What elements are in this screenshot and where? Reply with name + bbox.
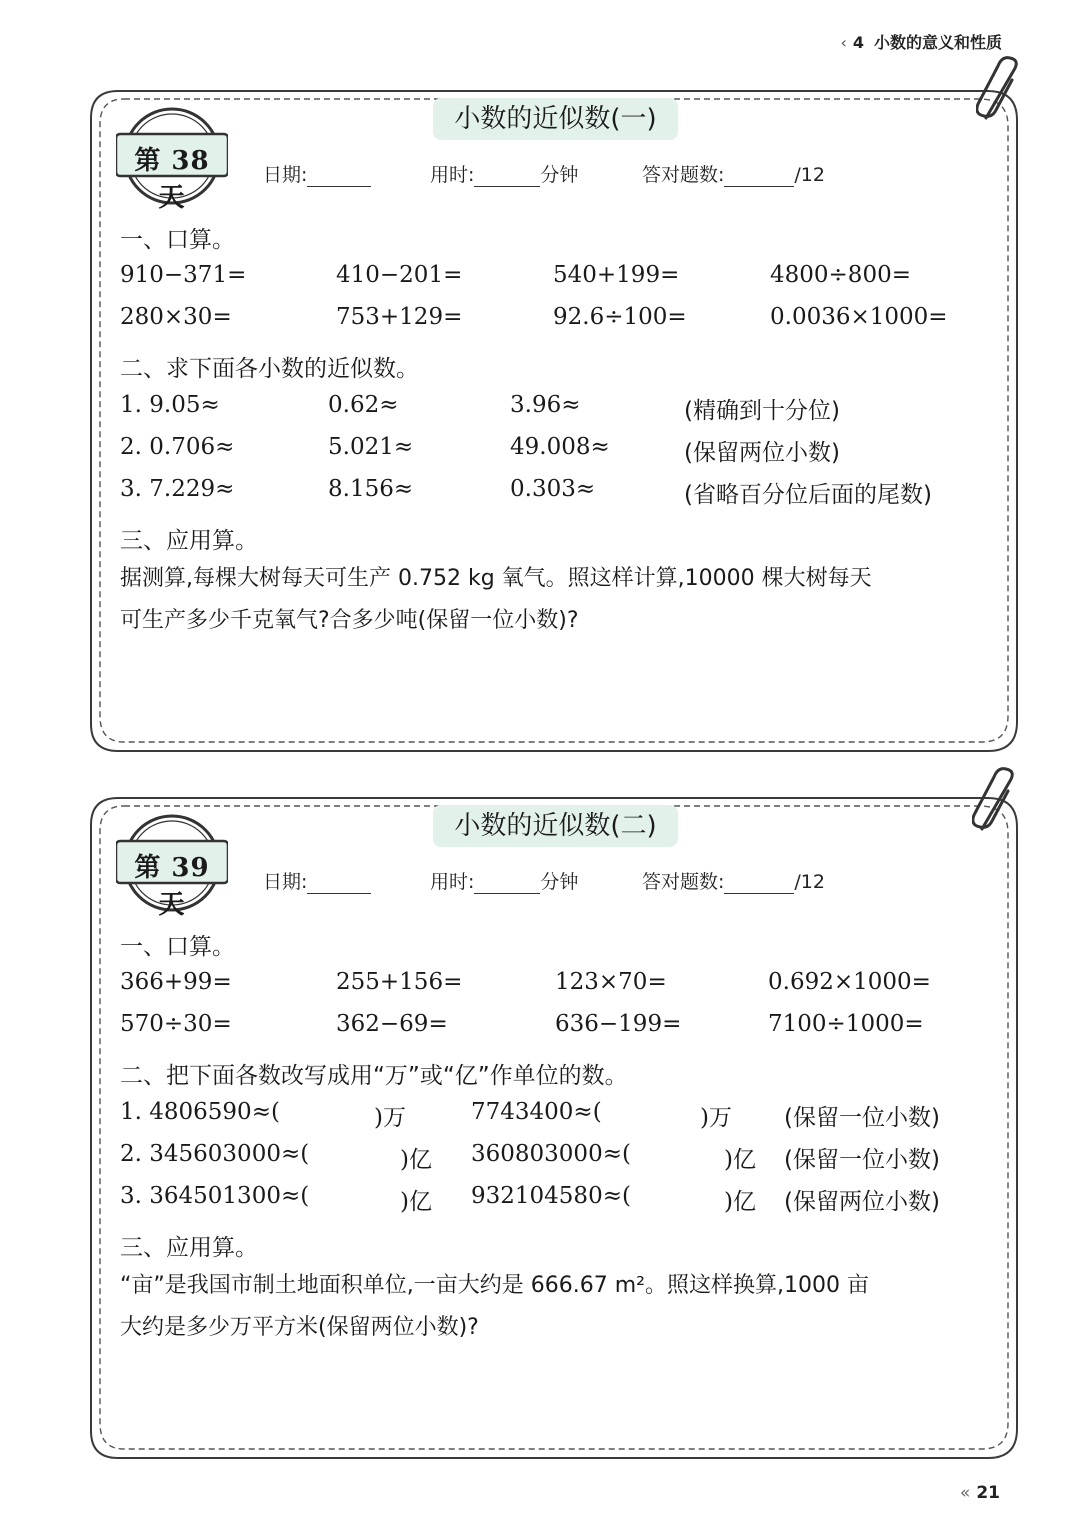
- problem: 92.6÷100=: [553, 304, 687, 330]
- date-field[interactable]: [307, 168, 371, 187]
- worksheet-card-day-39: [88, 795, 1020, 1461]
- unit: )亿: [400, 1189, 432, 1215]
- problem: 366+99=: [120, 969, 232, 995]
- date-field[interactable]: [307, 875, 371, 894]
- problem: 123×70=: [555, 969, 667, 995]
- problem: 3.96≈: [510, 392, 581, 418]
- day-badge: 第 39 天: [116, 813, 228, 913]
- paperclip-icon: [976, 56, 1026, 128]
- problem: 0.62≈: [328, 392, 399, 418]
- chevron-left-icon: ‹: [840, 33, 847, 52]
- unit: )万: [700, 1105, 732, 1131]
- problem: 2. 0.706≈: [120, 434, 235, 460]
- problem: 570÷30=: [120, 1011, 232, 1037]
- worksheet-title: 小数的近似数(二): [433, 805, 678, 847]
- chevron-double-left-icon: «: [959, 1483, 971, 1503]
- chapter-title: 小数的意义和性质: [873, 33, 1002, 52]
- problem: 8.156≈: [328, 476, 414, 502]
- problem: 0.692×1000=: [768, 969, 931, 995]
- problem: 910−371=: [120, 262, 247, 288]
- section-heading: 三、应用算。: [120, 1235, 258, 1261]
- instruction: (省略百分位后面的尾数): [684, 482, 932, 508]
- instruction: (保留一位小数): [784, 1147, 940, 1173]
- problem: 2. 345603000≈(: [120, 1141, 310, 1167]
- section-heading: 二、把下面各数改写成用“万”或“亿”作单位的数。: [120, 1063, 628, 1089]
- instruction: (保留一位小数): [784, 1105, 940, 1131]
- chapter-number: 4: [852, 33, 864, 52]
- problem: 7100÷1000=: [768, 1011, 924, 1037]
- unit: )亿: [724, 1147, 756, 1173]
- meta-score: 答对题数: /12: [642, 871, 825, 893]
- page-number: « 21: [959, 1483, 1000, 1503]
- section-heading: 二、求下面各小数的近似数。: [120, 356, 419, 382]
- worksheet-card-day-38: [88, 88, 1020, 754]
- instruction: (精确到十分位): [684, 398, 840, 424]
- problem: 636−199=: [555, 1011, 682, 1037]
- time-field[interactable]: [474, 875, 540, 894]
- word-problem: “亩”是我国市制土地面积单位,一亩大约是 666.67 m²。照这样换算,1000 亩 大约是多少万平方米(保留两位小数)?: [120, 1273, 869, 1340]
- day-badge: 第 38 天: [116, 106, 228, 206]
- problem: 932104580≈(: [471, 1183, 631, 1209]
- unit: )亿: [724, 1189, 756, 1215]
- problem: 360803000≈(: [471, 1141, 631, 1167]
- score-field[interactable]: [724, 875, 794, 894]
- meta-date: 日期:: [263, 160, 371, 187]
- instruction: (保留两位小数): [784, 1189, 940, 1215]
- problem: 255+156=: [336, 969, 463, 995]
- problem: 49.008≈: [510, 434, 610, 460]
- problem: 1. 4806590≈(: [120, 1099, 280, 1125]
- meta-time: 用时: 分钟: [430, 164, 579, 186]
- problem: 3. 364501300≈(: [120, 1183, 310, 1209]
- section-heading: 一、口算。: [120, 934, 235, 960]
- problem: 1. 9.05≈: [120, 392, 220, 418]
- unit: )万: [374, 1105, 406, 1131]
- meta-score: 答对题数: /12: [642, 164, 825, 186]
- section-heading: 三、应用算。: [120, 528, 258, 554]
- word-problem: 据测算,每棵大树每天可生产 0.752 kg 氧气。照这样计算,10000 棵大树每天 可生产多少千克氧气?合多少吨(保留一位小数)?: [120, 566, 872, 633]
- chapter-header: [840, 30, 1002, 53]
- score-field[interactable]: [724, 168, 794, 187]
- section-heading: 一、口算。: [120, 227, 235, 253]
- problem: 753+129=: [336, 304, 463, 330]
- instruction: (保留两位小数): [684, 440, 840, 466]
- paperclip-icon: [972, 767, 1022, 839]
- problem: 5.021≈: [328, 434, 414, 460]
- problem: 410−201=: [336, 262, 463, 288]
- time-field[interactable]: [474, 168, 540, 187]
- problem: 0.303≈: [510, 476, 596, 502]
- problem: 280×30=: [120, 304, 232, 330]
- problem: 362−69=: [336, 1011, 448, 1037]
- problem: 7743400≈(: [471, 1099, 602, 1125]
- problem: 3. 7.229≈: [120, 476, 235, 502]
- unit: )亿: [400, 1147, 432, 1173]
- problem: 4800÷800=: [770, 262, 911, 288]
- problem: 0.0036×1000=: [770, 304, 948, 330]
- meta-date: 日期:: [263, 867, 371, 894]
- meta-time: 用时: 分钟: [430, 871, 579, 893]
- problem: 540+199=: [553, 262, 680, 288]
- worksheet-title: 小数的近似数(一): [433, 98, 678, 140]
